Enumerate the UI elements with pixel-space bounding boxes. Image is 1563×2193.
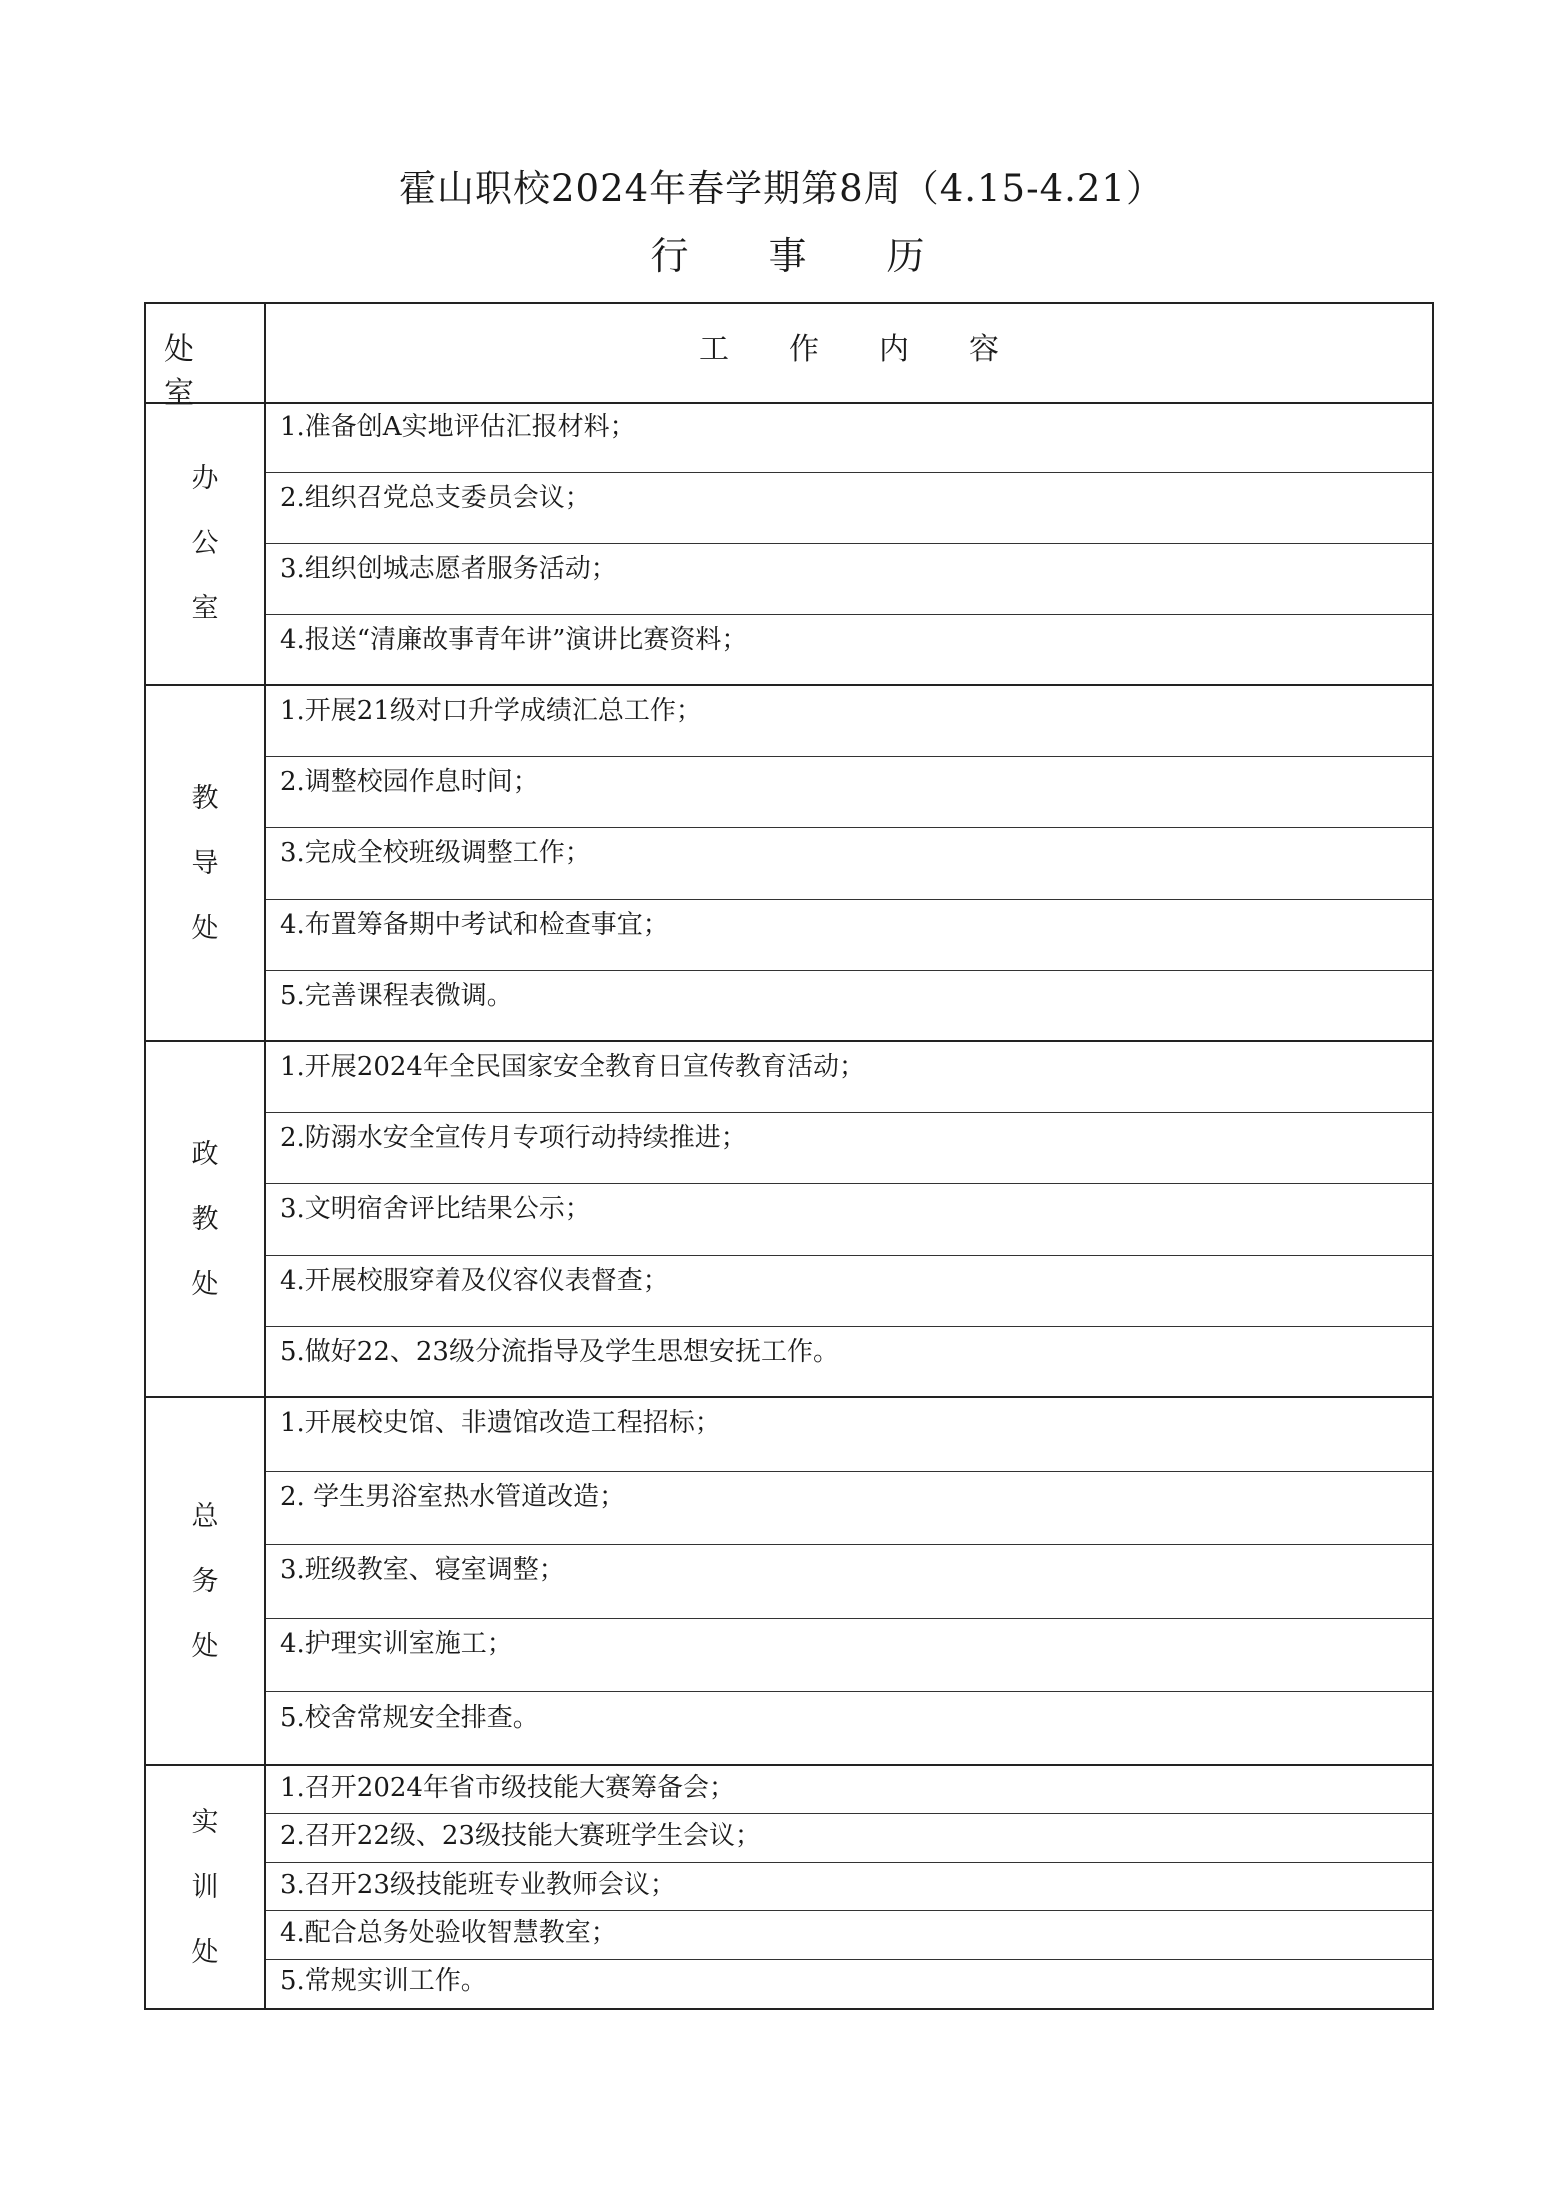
dept-section	[146, 1398, 1432, 1766]
schedule-table	[144, 302, 1434, 2010]
header-dept: 处 室	[146, 304, 266, 402]
dept-char: 训	[191, 1871, 219, 1903]
dept-section	[146, 686, 1432, 1042]
work-item: 2.召开22级、23级技能大赛班学生会议；	[266, 1814, 1432, 1862]
work-item: 3.文明宿舍评比结果公示；	[266, 1184, 1432, 1255]
work-item: 1.开展21级对口升学成绩汇总工作；	[266, 686, 1432, 757]
work-item: 1.准备创A实地评估汇报材料；	[266, 402, 1432, 473]
subtitle-char: 行	[650, 234, 689, 278]
table-header-row	[146, 304, 1432, 411]
dept-section	[146, 1042, 1432, 1398]
dept-char: 公	[191, 527, 219, 559]
dept-char: 政	[191, 1138, 219, 1170]
header-char: 作	[789, 332, 819, 367]
work-items	[266, 1766, 1432, 2008]
dept-char: 实	[191, 1806, 219, 1838]
dept-name	[146, 1398, 266, 1764]
work-item: 1.开展校史馆、非遗馆改造工程招标；	[266, 1398, 1432, 1472]
work-item: 2.组织召党总支委员会议；	[266, 473, 1432, 544]
work-item: 4.护理实训室施工；	[266, 1619, 1432, 1693]
work-items	[266, 402, 1432, 684]
work-item: 1.召开2024年省市级技能大赛筹备会；	[266, 1766, 1432, 1814]
work-item: 5.校舍常规安全排查。	[280, 1702, 539, 1733]
dept-char: 务	[191, 1565, 219, 1597]
dept-char: 教	[191, 1203, 219, 1235]
header-char: 容	[969, 332, 999, 367]
dept-char: 处	[191, 1630, 219, 1662]
dept-char: 总	[191, 1500, 219, 1532]
work-item: 4.报送“清廉故事青年讲”演讲比赛资料；	[280, 624, 748, 655]
dept-char: 处	[191, 1268, 219, 1300]
subtitle-char: 事	[768, 234, 807, 278]
dept-char: 办	[191, 462, 219, 494]
work-item: 2. 学生男浴室热水管道改造；	[266, 1472, 1432, 1546]
work-item: 5.常规实训工作。	[280, 1966, 487, 1997]
work-item: 3.班级教室、寝室调整；	[266, 1545, 1432, 1619]
work-item: 2.防溺水安全宣传月专项行动持续推进；	[266, 1113, 1432, 1184]
work-item: 4.开展校服穿着及仪容仪表督查；	[266, 1256, 1432, 1327]
header-char: 内	[879, 332, 909, 367]
header-char: 工	[699, 332, 729, 367]
work-item: 4.布置筹备期中考试和检查事宜；	[266, 900, 1432, 971]
dept-name	[146, 402, 266, 684]
work-items	[266, 1042, 1432, 1396]
work-item: 5.完善课程表微调。	[280, 980, 513, 1011]
dept-char: 室	[191, 592, 219, 624]
work-item: 3.完成全校班级调整工作；	[266, 828, 1432, 899]
dept-char: 导	[191, 847, 219, 879]
work-items	[266, 686, 1432, 1040]
work-item: 5.做好22、23级分流指导及学生思想安抚工作。	[280, 1336, 839, 1367]
work-item: 3.组织创城志愿者服务活动；	[266, 544, 1432, 615]
dept-section	[146, 1766, 1432, 2008]
dept-char: 处	[191, 1936, 219, 1968]
work-item: 3.召开23级技能班专业教师会议；	[266, 1863, 1432, 1911]
work-item: 4.配合总务处验收智慧教室；	[266, 1911, 1432, 1959]
dept-name	[146, 1766, 266, 2008]
dept-section	[146, 402, 1432, 686]
dept-char: 教	[191, 782, 219, 814]
dept-name	[146, 1042, 266, 1396]
subtitle-char: 历	[886, 234, 925, 278]
dept-name	[146, 686, 266, 1040]
document-title: 霍山职校2024年春学期第8周（4.15-4.21）	[399, 167, 1164, 210]
work-item: 1.开展2024年全民国家安全教育日宣传教育活动；	[266, 1042, 1432, 1113]
work-item: 2.调整校园作息时间；	[266, 757, 1432, 828]
dept-char: 处	[191, 912, 219, 944]
document-subtitle	[0, 230, 1563, 282]
work-items	[266, 1398, 1432, 1764]
